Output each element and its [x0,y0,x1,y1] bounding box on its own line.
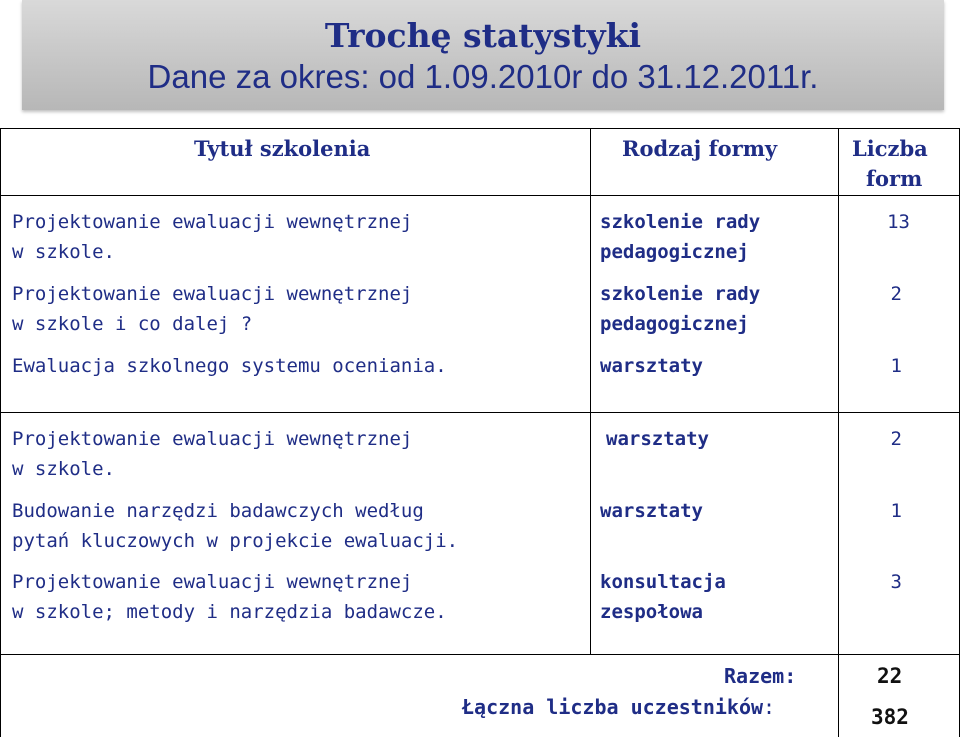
table-top-border [0,128,960,129]
row-2-form-line1: szkolenie rady [600,283,761,305]
row-3-form-line1: warsztaty [600,355,703,377]
header-count-line1: Liczba [852,136,928,161]
row-3-count: 1 [890,355,902,377]
row-6-form-line1: konsultacja [600,571,726,593]
participants-value: 382 [871,705,909,729]
row-2-title-line2: w szkole i co dalej ? [12,313,253,335]
row-1-form-line1: szkolenie rady [600,211,761,233]
row-4-count: 2 [890,428,902,450]
column-divider-1 [590,128,591,654]
row-6-count: 3 [890,571,902,593]
column-divider-2 [838,128,839,737]
header-divider [0,195,960,196]
row-5-title-line1: Budowanie narzędzi badawczych według [12,500,424,522]
row-6-title-line1: Projektowanie ewaluacji wewnętrznej [12,571,413,593]
row-1-count: 13 [887,211,910,233]
row-6-title-line2: w szkole; metody i narzędzia badawcze. [12,601,447,623]
statistics-table [0,128,960,737]
row-5-title-line2: pytań kluczowych w projekcie ewaluacji. [12,530,459,552]
row-5-form-line1: warsztaty [600,500,703,522]
header-form-type: Rodzaj formy [622,136,778,161]
header-training-title: Tytuł szkolenia [194,136,371,161]
row-1-title-line1: Projektowanie ewaluacji wewnętrznej [12,211,413,233]
row-4-title-line2: w szkole. [12,458,115,480]
row-5-count: 1 [890,500,902,522]
row-6-form-line2: zespołowa [600,601,703,623]
row-4-form-line1: warsztaty [606,428,709,450]
page-title: Trochę statystyki [324,16,642,55]
group-divider-1 [0,412,960,413]
title-banner [22,0,944,110]
total-value: 22 [877,664,903,688]
row-1-form-line2: pedagogicznej [600,241,749,263]
header-count-line2: form [866,166,923,191]
total-label: Razem: [724,664,797,688]
row-2-form-line2: pedagogicznej [600,313,749,335]
group-divider-2 [0,654,960,655]
row-2-count: 2 [890,283,902,305]
left-border [0,128,1,737]
row-2-title-line1: Projektowanie ewaluacji wewnętrznej [12,283,413,305]
row-1-title-line2: w szkole. [12,241,115,263]
participants-colon: : [763,695,776,719]
participants-label-wrap [462,693,775,721]
page-subtitle: Dane za okres: od 1.09.2010r do 31.12.2011r. [147,58,819,95]
participants-label: Łączna liczba uczestników [462,695,764,719]
row-4-title-line1: Projektowanie ewaluacji wewnętrznej [12,428,413,450]
row-3-title-line1: Ewaluacja szkolnego systemu oceniania. [12,355,447,377]
